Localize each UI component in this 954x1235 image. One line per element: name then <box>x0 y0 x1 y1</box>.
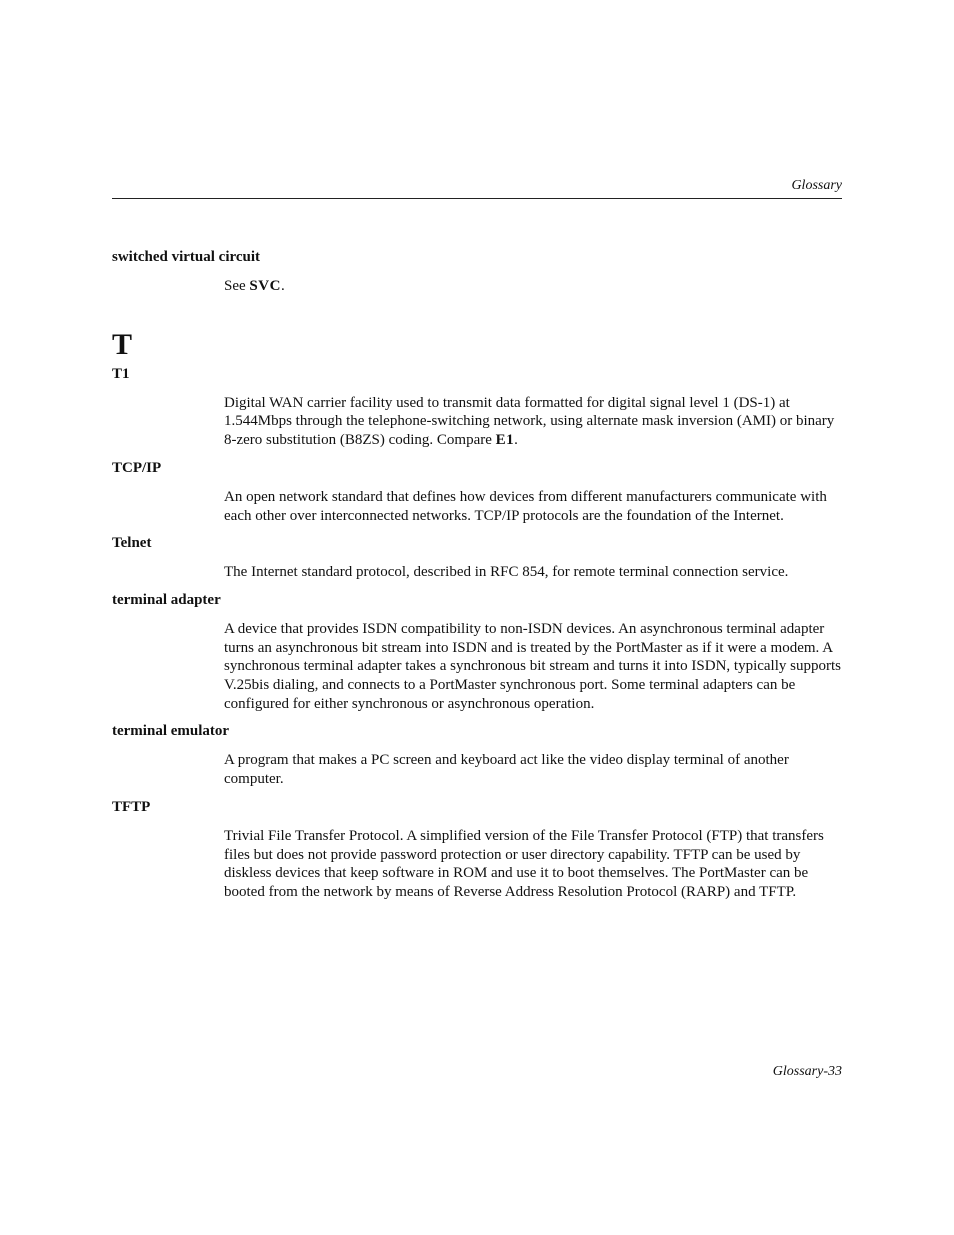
glossary-definition <box>224 277 842 296</box>
glossary-term: TCP/IP <box>112 459 162 476</box>
glossary-definition: An open network standard that defines how devices from different manufacturers communicate with each other over interconnected networks. TCP/IP protocols are the foundation of the Internet. <box>224 488 827 524</box>
definition-text: . <box>514 432 518 449</box>
glossary-term: terminal adapter <box>112 591 221 608</box>
glossary-term: terminal emulator <box>112 723 230 740</box>
glossary-definition: A program that makes a PC screen and keyboard act like the video display terminal of another computer. <box>224 752 789 788</box>
cross-reference: SVC <box>249 278 281 294</box>
header-rule <box>112 198 842 199</box>
page-number: Glossary-33 <box>772 1064 842 1079</box>
running-header: Glossary <box>791 178 842 193</box>
glossary-definition <box>224 394 842 450</box>
glossary-term: TFTP <box>112 798 151 815</box>
glossary-definition: A device that provides ISDN compatibility to non-ISDN devices. An asynchronous terminal adapter turns an asynchronous bit stream into ISDN and is treated by the PortMaster as if it were a modem. A synchronous terminal adapter takes a synchronous bit stream and turns it into ISDN, typically supports V.25bis dialing, and connects to a PortMaster synchronous port. Some terminal adapters can be configured for either synchronous or asynchronous operation. <box>224 620 841 712</box>
glossary-content <box>112 247 842 910</box>
glossary-term: T1 <box>112 365 130 382</box>
definition-text: . <box>280 278 285 294</box>
glossary-term: Telnet <box>112 535 152 552</box>
definition-text: Digital WAN carrier facility used to transmit data formatted for digital signal level 1 (DS-1) at 1.544Mbps through the telephone-switching network, using alternate mask inversion (AMI) or binary 8-zero substitution (B8ZS) coding. Compare <box>224 394 835 449</box>
definition-text: See <box>224 278 250 294</box>
glossary-definition: Trivial File Transfer Protocol. A simplified version of the File Transfer Protocol (FTP) that transfers files but does not provide password protection or user directory capability. TFTP can be used by diskless devices that keep software in ROM and use it to boot themselves. The PortMaster can be booted from the network by means of Reverse Address Resolution Protocol (RARP) and TFTP. <box>224 827 824 900</box>
cross-reference: E1 <box>495 432 515 449</box>
glossary-definition: The Internet standard protocol, described in RFC 854, for remote terminal connection service. <box>224 564 789 581</box>
glossary-term: switched virtual circuit <box>112 249 261 265</box>
section-letter: T <box>112 327 133 361</box>
